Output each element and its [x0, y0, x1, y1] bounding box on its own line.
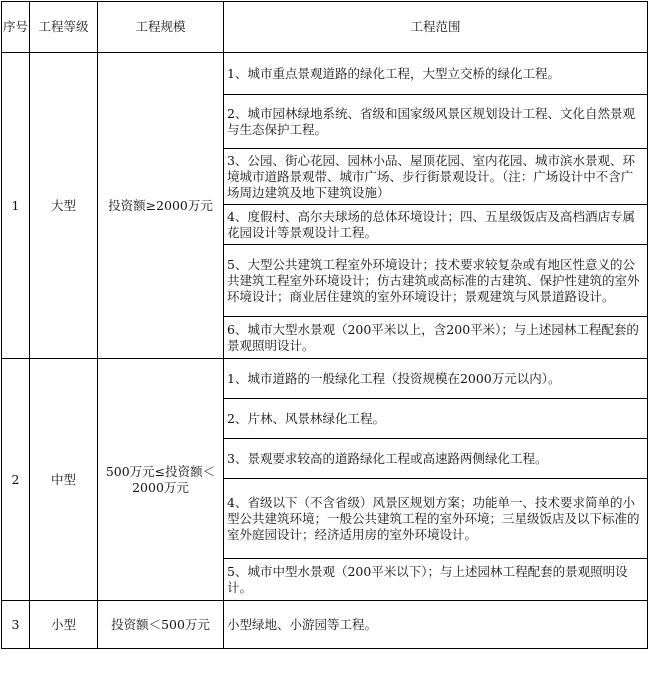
scope-cell: 3、公园、街心花园、园林小品、屋顶花园、室内花园、城市滨水景观、环境城市道路景观带、城市广场、步行街景观设计。（注：广场设计中不含广场周边建筑及地下建筑设施）: [224, 149, 648, 205]
header-scale: 工程规模: [98, 2, 224, 53]
header-scope: 工程范围: [224, 2, 648, 53]
row-grade-cell: 中型: [30, 359, 98, 601]
scope-cell: 5、大型公共建筑工程室外环境设计；技术要求较复杂或有地区性意义的公共建筑工程室外环境设计；仿古建筑或高标准的古建筑、保护性建筑的室外环境设计；商业居住建筑的室外环境设计；景观建筑与风景道路设计。: [224, 245, 648, 317]
table-row: [2, 359, 648, 399]
scope-cell: 小型绿地、小游园等工程。: [224, 601, 648, 649]
scope-cell: 1、城市重点景观道路的绿化工程，大型立交桥的绿化工程。: [224, 53, 648, 95]
project-grade-table: [1, 1, 648, 649]
row-grade-cell: 大型: [30, 53, 98, 359]
scope-cell: 1、城市道路的一般绿化工程（投资规模在2000万元以内）。: [224, 359, 648, 399]
scope-cell: 3、景观要求较高的道路绿化工程或高速路两侧绿化工程。: [224, 439, 648, 479]
table-row: [2, 53, 648, 95]
row-num-cell: 1: [2, 53, 30, 359]
header-row: [2, 2, 648, 53]
row-num-cell: 3: [2, 601, 30, 649]
row-num-cell: 2: [2, 359, 30, 601]
header-grade: 工程等级: [30, 2, 98, 53]
table-row: [2, 601, 648, 649]
row-scale-cell: 投资额≥2000万元: [98, 53, 224, 359]
scope-cell: 2、城市园林绿地系统、省级和国家级风景区规划设计工程、文化自然景观与生态保护工程。: [224, 95, 648, 149]
row-scale-cell: 投资额＜500万元: [98, 601, 224, 649]
row-grade-cell: 小型: [30, 601, 98, 649]
scope-cell: 2、片林、风景林绿化工程。: [224, 399, 648, 439]
scope-cell: 4、省级以下（不含省级）风景区规划方案；功能单一、技术要求简单的小型公共建筑环境；一般公共建筑工程的室外环境；三星级饭店及以下标准的室外庭园设计；经济适用房的室外环境设计。: [224, 479, 648, 559]
scope-cell: 4、度假村、高尔夫球场的总体环境设计；四、五星级饭店及高档酒店专属花园设计等景观设计工程。: [224, 205, 648, 245]
row-scale-cell: 500万元≤投资额＜2000万元: [98, 359, 224, 601]
scope-cell: 5、城市中型水景观（200平米以下）；与上述园林工程配套的景观照明设计。: [224, 559, 648, 601]
header-num: 序号: [2, 2, 30, 53]
scope-cell: 6、城市大型水景观（200平米以上，含200平米）；与上述园林工程配套的景观照明设计。: [224, 317, 648, 359]
